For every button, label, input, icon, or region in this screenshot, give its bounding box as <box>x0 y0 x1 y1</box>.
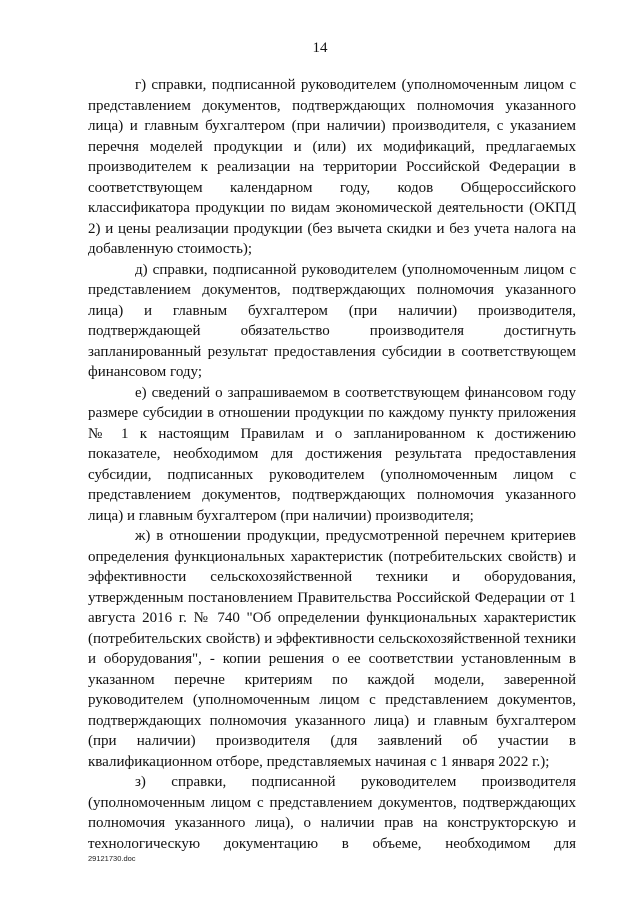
document-body <box>88 75 576 854</box>
paragraph-e: е) сведений о запрашиваемом в соответствующем финансовом году размере субсидии в отношении продукции по каждому пункту приложения № 1 к настоящим Правилам и о запланированном к достижению показателе, необходимом для достижения результата предоставления субсидии, подписанных руководителем (уполномоченным лицом с представлением документов, подтверждающих полномочия указанного лица) и главным бухгалтером (при наличии) производителя; <box>88 384 576 524</box>
paragraph-g: г) справки, подписанной руководителем (уполномоченным лицом с представлением документов, подтверждающих полномочия указанного лица) и главным бухгалтером (при наличии) производителя, с указанием перечня моделей продукции и (или) их модификаций, предлагаемых производителем к реализации на территории Российской Федерации в соответствующем календарном году, кодов Общероссийского классификатора продукции по видам экономической деятельности (ОКПД 2) и цены реализации продукции (без вычета скидки и без учета налога на добавленную стоимость); <box>88 77 576 257</box>
paragraph-zh: ж) в отношении продукции, предусмотренной перечнем критериев определения функциональных характеристик (потребительских свойств) и эффективности сельскохозяйственной техники и оборудования, утвержденным постановлением Правительства Российской Федерации от 1 августа 2016 г. № 740 "Об определении функциональных характеристик (потребительских свойств) и эффективности сельскохозяйственной техники и оборудования", - копии решения о ее соответствии установленным в указанном перечне критериям по каждой модели, заверенной руководителем (уполномоченным лицом с представлением документов, подтверждающих полномочия указанного лица) и главным бухгалтером (при наличии) производителя (для заявлений об участии в квалификационном отборе, представляемых начиная с 1 января 2022 г.); <box>88 528 576 770</box>
paragraph-z: з) справки, подписанной руководителем производителя (уполномоченным лицом с представлением документов, подтверждающих полномочия указанного лица), о наличии прав на конструкторскую и технологическую документацию в объеме, необходимом для <box>88 774 576 852</box>
paragraph-d: д) справки, подписанной руководителем (уполномоченным лицом с представлением документов, подтверждающих полномочия указанного лица) и главным бухгалтером (при наличии) производителя, подтверждающей обязательство производителя достигнуть запланированный результат предоставления субсидии в соответствующем финансовом году; <box>88 261 576 380</box>
page-number: 14 <box>312 40 328 56</box>
document-footer-code: 29121730.doc <box>88 854 136 863</box>
